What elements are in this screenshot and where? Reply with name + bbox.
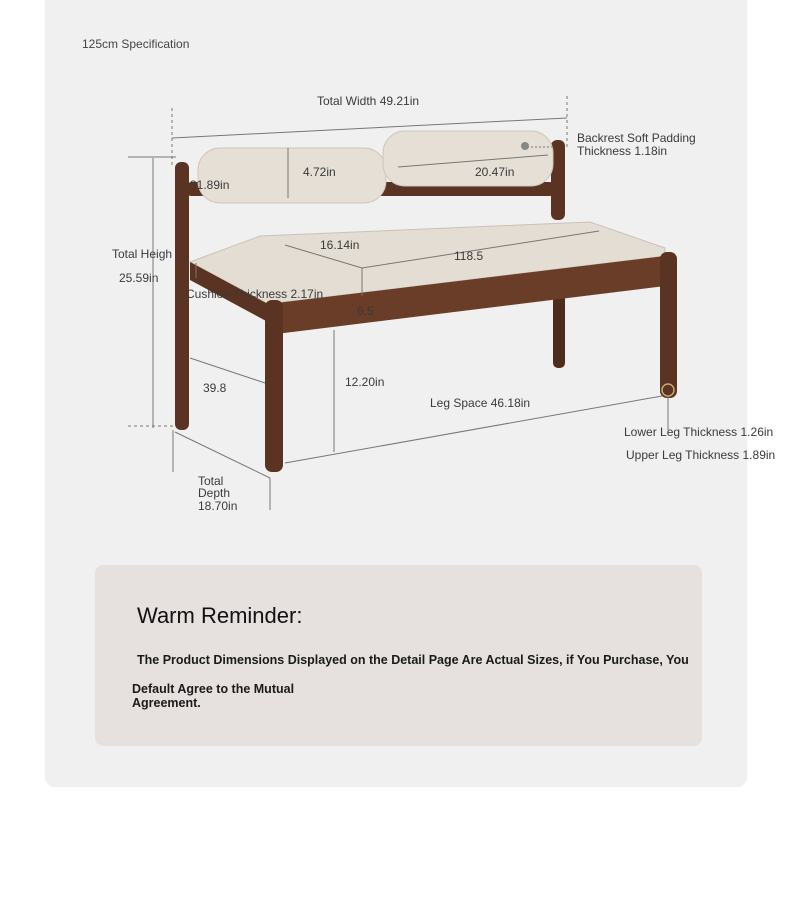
label-backrest-width: 20.47in [475,165,515,179]
leg-thickness-marker [662,384,674,396]
reminder-text-line2: Default Agree to the Mutual Agreement. [132,682,295,710]
spec-title: 125cm Specification [82,37,190,51]
label-lower-leg: Lower Leg Thickness 1.26in [624,425,774,439]
label-total-depth-value: 18.70in [198,499,238,513]
front-right-leg [660,252,677,398]
label-leg-gap: 39.8 [203,381,227,395]
label-upper-leg: Upper Leg Thickness 1.89in [626,448,776,462]
label-seat-length: 118.5 [454,249,484,263]
label-backrest-height: 31.89in [190,178,230,192]
padding-marker [521,142,529,150]
label-total-width: Total Width 49.21in [317,94,420,108]
label-seat-frame: 6.5 [357,304,374,318]
label-total-height-value: 25.59in [119,271,159,285]
label-backrest-padding-value: Thickness 1.18in [577,144,668,158]
label-backrest-padding: Backrest Soft Padding [577,131,696,145]
front-left-leg [265,300,283,472]
backrest-cushion-right [383,131,553,186]
reminder-text-line1: The Product Dimensions Displayed on the Detail Page Are Actual Sizes, if You Purchase, You [137,653,689,667]
back-right-leg [553,290,565,368]
label-seat-depth: 16.14in [320,238,360,252]
label-backrest-thickness: 4.72in [303,165,336,179]
label-total-depth-2: Depth [198,486,231,500]
label-total-height: Total Heigh [112,247,173,261]
reminder-title: Warm Reminder: [137,603,303,628]
label-cushion-thickness: Cushion Thickness 2.17in [186,287,324,301]
label-leg-space: Leg Space 46.18in [430,396,531,410]
label-leg-height: 12.20in [345,375,385,389]
label-total-depth: Total [198,474,224,488]
backrest-cushion-left [198,148,386,203]
